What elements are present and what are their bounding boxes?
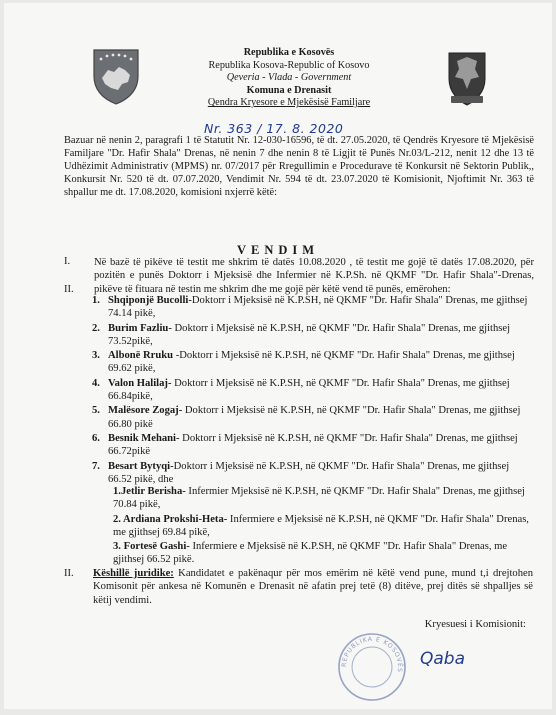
section-1-text: Në bazë të pikëve të testit me shkrim të datës 10.08.2020 , të testit me gojë të datës 17.08.2020, për pozitën e punës Doktorr i Mjeksisë dhe Infermier në K.P.Sh. në QKMF "Dr. Hafir Shala"-Drenas, pikëve të fituara në testin me shkrim dhe me gojë për këtë vend të punës, emërohen:: [94, 257, 534, 295]
header-country: Republika e Kosovës: [243, 47, 335, 58]
appointee-name: 2. Ardiana Prokshi-Heta-: [113, 513, 228, 525]
header-municipality: Komuna e Drenasit: [246, 84, 332, 96]
intro-paragraph: Bazuar në nenin 2, paragrafi 1 të Statutit Nr. 12-030-16596, të dt. 27.05.2020, të Qendrës Kryesore të Mjekësisë Familjare "Dr. Hafir Shala" Drenas, në nenin 7 dhe nenin 8 të Ligjit të Punës Nr.03/L-212, nenit 12 dhe 13 të Udhëzimit Administrativ (MPMS) nr. 07/2017 për Rregullimin e Procedurave të Konkursit në Sektorin Publik,, Konkursit Nr. 520 të dt. 07.07.2020, Vendimit Nr. 594 të dt. 23.07.2020 të Komisionit, Njoftimit Nr. 363 të shpallur me dt. 17.08.2020, komisioni nxjerrë këtë:: [64, 135, 534, 198]
section-1-numeral: I.: [64, 256, 71, 267]
list-item-number: 6.: [92, 432, 100, 444]
stamp-text: REPUBLIKA E KOSOVËS: [340, 635, 404, 674]
list-item: [82, 404, 532, 431]
header-country-trilingual: Republika Kosova-Republic of Kosovo: [208, 59, 370, 71]
document-page: [4, 3, 552, 709]
appointee-name: Besart Bytyqi-: [108, 460, 174, 472]
appointee-details: Doktorr i Mjeksisë në K.P.SH, në QKMF "Dr. Hafir Shala" Drenas, me gjithsej 66.52 pikë, dhe: [108, 460, 510, 485]
list-item: [113, 485, 533, 512]
appointee-details: -Doktorr i Mjeksisë në K.P.SH, në QKMF "Dr. Hafir Shala" Drenas, me gjithsej 69.62 pikë,: [108, 350, 515, 375]
appointee-name: Malësore Zogaj-: [108, 405, 183, 417]
appointee-name: Valon Halilaj-: [108, 377, 172, 389]
list-item-number: 3.: [92, 350, 100, 362]
header-government: Qeveria - Vlada - Government: [226, 72, 352, 84]
legal-text: [93, 567, 533, 607]
list-item: [82, 322, 532, 349]
appointee-details: Doktorr i Mjeksisë në K.P.SH, në QKMF "Dr. Hafir Shala" Drenas, me gjithsej 66.84pikë,: [108, 377, 510, 403]
list-item: [113, 540, 533, 567]
decision-title: VENDIM: [236, 243, 320, 257]
list-item: [82, 377, 532, 404]
section-2-numeral: II.: [64, 284, 74, 295]
list-item: [82, 460, 532, 487]
appointee-details: Doktorr i Mjeksisë në K.P.SH, në QKMF "Dr. Hafir Shala" Drenas, me gjithsej 73.52pikë,: [108, 322, 511, 347]
appointee-details: Infermiere e Mjeksisë në K.P.SH, në QKMF "Dr. Hafir Shala" Drenas, me gjithsej 66.52 pikë.: [113, 541, 508, 566]
list-item-number: 1.: [92, 295, 100, 306]
list-item: [82, 432, 532, 459]
appointee-name: 3. Fortesë Gashi-: [113, 541, 190, 553]
list-item: [113, 513, 533, 540]
header-institution: Qendra Kryesore e Mjekësisë Familjare: [207, 97, 371, 109]
list-item-number: 4.: [92, 377, 100, 389]
appointee-details: Doktorr i Mjeksisë në K.P.SH, në QKMF "Dr. Hafir Shala" Drenas, me gjithsej 74.14 pikë,: [108, 295, 528, 320]
list-item-number: 5.: [92, 405, 100, 417]
list-item: [82, 294, 532, 321]
official-stamp-icon: [336, 631, 408, 703]
legal-label: Këshillë juridike:: [93, 568, 174, 579]
appointee-name: Albonë Rruku: [108, 350, 174, 362]
legal-body: Kandidatet e pakënaqur për mos emërim në këtë vend pune, mund t,i drejtohen Komisonit për ankesa në Komunën e Drenasit në afatin prej tetë (8) ditëve, prej ditës së shpalljes së këtij vendimi.: [93, 568, 533, 606]
appointee-name: 1.Jetlir Berisha-: [113, 486, 186, 497]
signer-title: Kryesuesi i Komisionit:: [424, 619, 526, 630]
kosovo-emblem-icon: [92, 48, 140, 106]
nurses-list: [113, 485, 533, 568]
appointee-details: Infermier Mjeksisë në K.P.SH, në QKMF "Dr. Hafir Shala" Drenas, me gjithsej 70.84 pikë,: [113, 486, 525, 511]
letterhead: [154, 47, 424, 110]
appointee-details: Doktorr i Mjeksisë në K.P.SH, në QKMF "Dr. Hafir Shala" Drenas, me gjithsej 66.72pikë: [108, 432, 518, 458]
document-number-handwritten: Nr. 363 / 17. 8. 2020: [204, 121, 344, 136]
doctors-list: [82, 294, 532, 487]
appointee-name: Burim Fazliu-: [108, 322, 172, 334]
appointee-name: Besnik Mehani-: [108, 432, 180, 444]
drenas-emblem-icon: [445, 47, 489, 109]
appointee-details: Doktorr i Mjeksisë në K.P.SH, në QKMF "Dr. Hafir Shala" Drenas, me gjithsej 66.80 pikë: [108, 405, 521, 430]
list-item: [82, 349, 532, 376]
list-item-number: 7.: [92, 460, 100, 472]
appointee-name: Shqiponjë Bucolli-: [108, 295, 192, 306]
legal-numeral: II.: [64, 568, 74, 579]
signature: Qaba: [420, 649, 466, 669]
list-item-number: 2.: [92, 322, 100, 334]
appointee-details: Infermiere e Mjeksisë në K.P.SH, në QKMF "Dr. Hafir Shala" Drenas, me gjithsej 69.84 pikë,: [113, 513, 529, 538]
